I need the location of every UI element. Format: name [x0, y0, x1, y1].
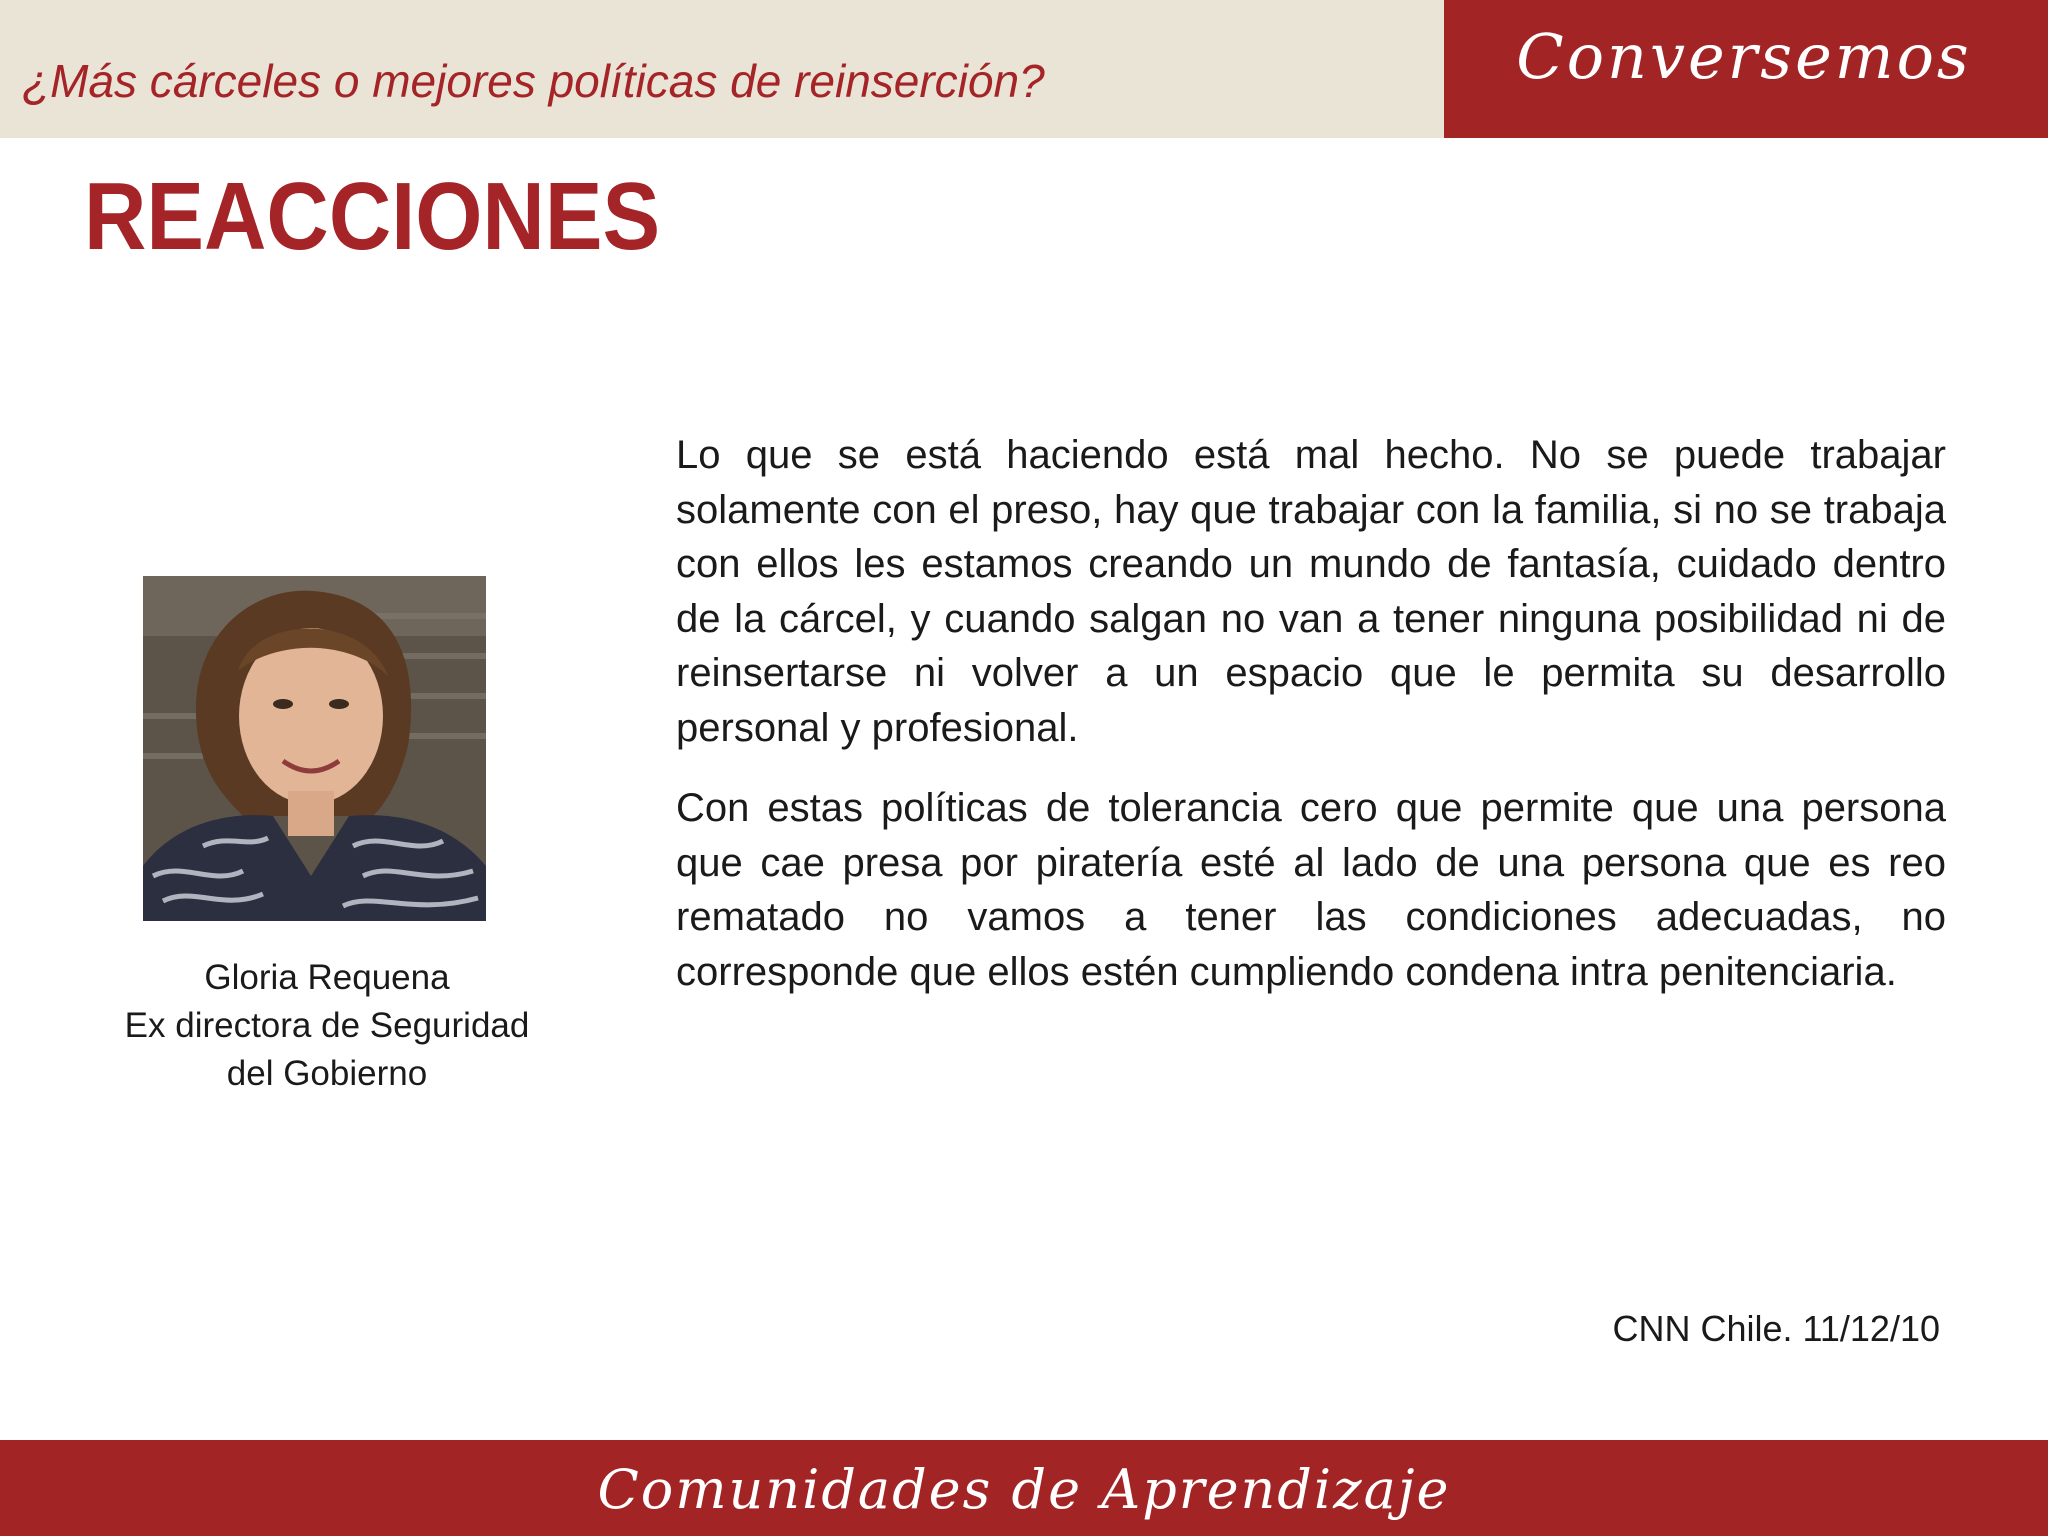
quote-block — [676, 428, 1946, 1025]
person-role-line1: Ex directora de Seguridad — [124, 1006, 530, 1045]
portrait-image — [143, 576, 486, 921]
person-name: Gloria Requena — [204, 958, 450, 997]
person-role-line2: del Gobierno — [226, 1054, 428, 1093]
brand-logo-text: Conversemos — [1516, 20, 1972, 93]
quote-paragraph-1: Lo que se está haciendo está mal hecho. No se puede trabajar solamente con el preso, hay que trabajar con la familia, si no se trabaja con ellos les estamos creando un mundo de fantasía, cuidado dentro de la cárcel, y cuando salgan no van a tener ninguna posibilidad ni de reinsertarse ni volver a un espacio que le permita su desarrollo personal y profesional. — [676, 433, 1946, 750]
person-caption — [80, 954, 574, 1098]
portrait-photo — [143, 576, 486, 921]
brand-block — [1444, 0, 2048, 138]
quote-paragraph-2: Con estas políticas de tolerancia cero que permite que una persona que cae presa por piratería esté al lado de una persona que es reo rematado no vamos a tener las condiciones adecuadas, no corresponde que ellos estén cumpliendo condena intra penitenciaria. — [676, 786, 1946, 994]
footer-logo-text: Comunidades de Aprendizaje — [597, 1458, 1451, 1521]
page-title: REACCIONES — [84, 163, 661, 270]
source-citation: CNN Chile. 11/12/10 — [1612, 1308, 1940, 1349]
header-band — [0, 0, 1444, 138]
footer-band — [0, 1440, 2048, 1536]
header-question: ¿Más cárceles o mejores políticas de reinserción? — [22, 55, 1045, 107]
